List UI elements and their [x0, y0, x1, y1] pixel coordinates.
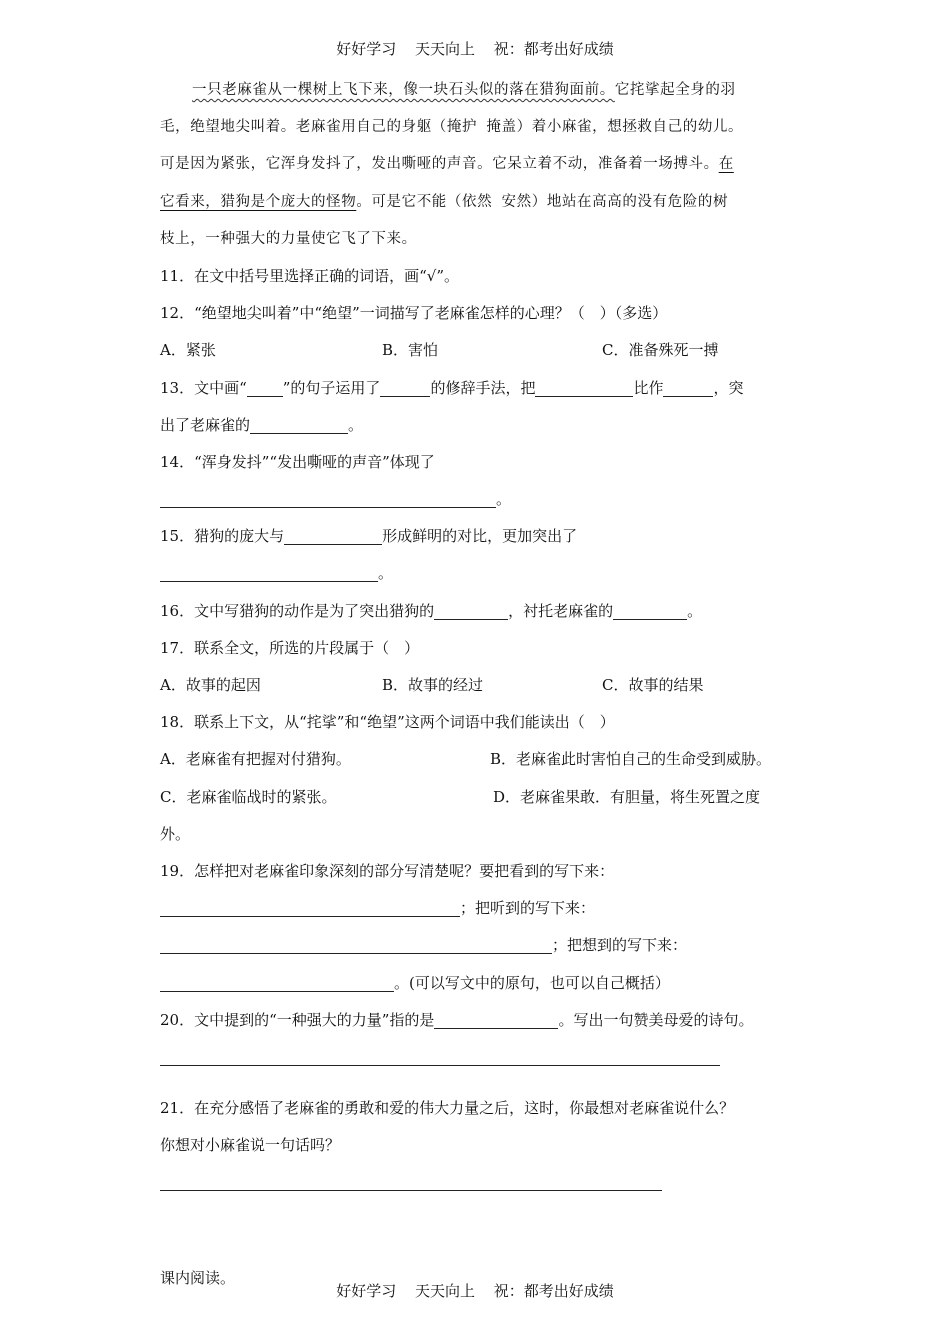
answer-blank[interactable]	[284, 522, 382, 545]
option-c[interactable]: C．故事的结果	[602, 676, 704, 694]
question-14: 14．“浑身发抖”“发出嘶哑的声音”体现了 。	[160, 452, 512, 509]
underlined-sentence: 在	[718, 156, 734, 173]
question-18: 18．联系上下文，从“挓挲”和“绝望”这两个词语中我们能读出（ ） A．老麻雀有把握对付猎狗。 B．老麻雀此时害怕自己的生命受到威胁。 C．老麻雀临战时的紧张。 D．老麻雀果敢．有胆量，将生死置之度 外。	[160, 713, 772, 843]
answer-blank[interactable]	[434, 1006, 558, 1029]
wavy-underlined-sentence: 一只老麻雀从一棵树上飞下来，像一块石头似的落在猎狗面前。	[192, 82, 615, 98]
option-a[interactable]: A．紧张	[160, 341, 216, 360]
next-section-label: 课内阅读。	[160, 1268, 236, 1287]
answer-blank[interactable]	[160, 559, 378, 582]
option-b[interactable]: B．故事的经过	[382, 676, 484, 694]
header-text-3: 祝：都考出好成绩	[493, 40, 614, 58]
option-c[interactable]: C．老麻雀临战时的紧张。	[160, 787, 337, 806]
footer-text-3: 祝：都考出好成绩	[493, 1282, 614, 1300]
question-20: 20．文中提到的“一种强大的力量”指的是 。写出一句赞美母爱的诗句。	[160, 1002, 810, 1076]
answer-blank[interactable]	[535, 374, 633, 397]
footer-text-1: 好好学习	[336, 1282, 397, 1300]
answer-blank[interactable]	[663, 374, 713, 397]
option-c[interactable]: C．准备殊死一搏	[602, 341, 719, 360]
answer-blank[interactable]	[160, 931, 552, 954]
option-a[interactable]: A．老麻雀有把握对付猎狗。	[160, 750, 351, 769]
blank[interactable]	[247, 374, 283, 397]
page-footer	[0, 1280, 950, 1301]
reading-passage: 一只老麻雀从一棵树上飞下来，像一块石头似的落在猎狗面前。它挓挲起全身的羽 毛，绝望地尖叫着。老麻雀用自己的身躯（掩护 掩盖）着小麻雀，想拯救自己的幼儿。 可是因为紧张，它浑身发抖了，发出嘶哑的声音。它呆立着不动，准备着一场搏斗。在 它看来，猎狗是个庞大的怪物。可是它不能（依然 安然）地站在高高的没有危险的树 枝上，一种强大的力量使它飞了下来。	[160, 82, 744, 247]
footer-text-2: 天天向上	[414, 1282, 475, 1300]
question-16: 16．文中写猎狗的动作是为了突出猎狗的 ，衬托老麻雀的 。	[160, 593, 810, 630]
worksheet-content	[160, 72, 810, 1297]
answer-blank[interactable]	[380, 374, 430, 397]
answer-blank[interactable]	[160, 969, 394, 992]
option-d[interactable]: D．老麻雀果敢．有胆量，将生死置之度	[493, 787, 761, 806]
answer-line[interactable]	[160, 1168, 662, 1191]
answer-line[interactable]	[160, 1043, 720, 1066]
option-b[interactable]: B．老麻雀此时害怕自己的生命受到威胁。	[490, 750, 772, 769]
question-15: 15．猎狗的庞大与 形成鲜明的对比，更加突出了 。	[160, 518, 810, 592]
question-17: 17．联系全文，所选的片段属于（ ） A．故事的起因 B．故事的经过 C．故事的结果	[160, 630, 810, 704]
question-19: 19．怎样把对老麻雀印象深刻的部分写清楚呢？要把看到的写下来： ；把听到的写下来： ；把想到的写下来： 。(可以写文中的原句，也可以自己概括）	[160, 861, 688, 992]
option-a[interactable]: A．故事的起因	[160, 676, 261, 694]
question-21: 21．在充分感悟了老麻雀的勇敢和爱的伟大力量之后，这时，你最想对老麻雀说什么？ 你想对小麻雀说一句话吗？	[160, 1090, 810, 1202]
answer-blank[interactable]	[613, 597, 687, 620]
answer-blank[interactable]	[434, 597, 508, 620]
header-text-1: 好好学习	[336, 40, 397, 58]
answer-blank[interactable]	[160, 485, 496, 508]
question-12: 12．“绝望地尖叫着”中“绝望”一词描写了老麻雀怎样的心理？（ ）（多选） A．紧张 B．害怕 C．准备殊死一搏	[160, 295, 810, 369]
answer-blank[interactable]	[250, 411, 348, 434]
header-text-2: 天天向上	[414, 40, 475, 58]
answer-blank[interactable]	[160, 894, 460, 917]
option-b[interactable]: B．害怕	[382, 341, 439, 360]
question-11: 11．在文中括号里选择正确的词语，画“√”。	[160, 266, 459, 285]
page-header	[0, 38, 950, 59]
underlined-sentence: 它看来，猎狗是个庞大的怪物	[160, 193, 357, 210]
question-13: 13．文中画“ ”的句子运用了 的修辞手法，把 比作 ，突 出了老麻雀的 。	[160, 370, 810, 444]
